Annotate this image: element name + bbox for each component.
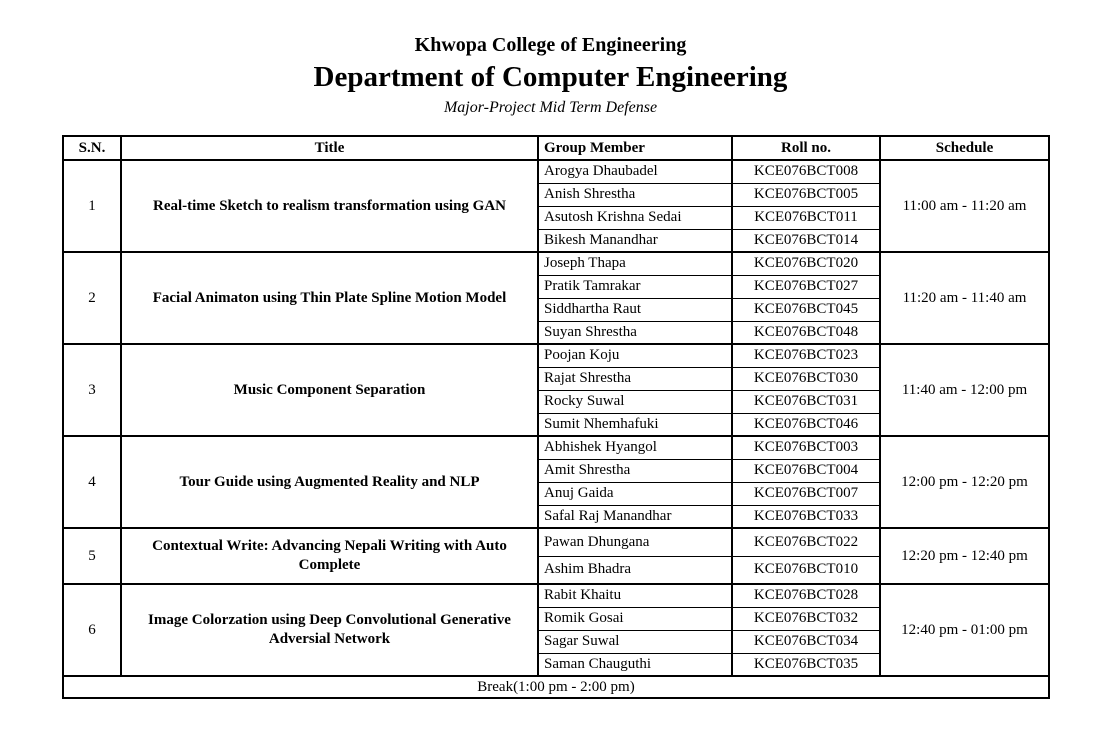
member-row <box>63 160 1049 183</box>
member-name-cell: Pawan Dhungana <box>538 528 732 556</box>
college-title: Khwopa College of Engineering <box>414 34 687 56</box>
project-title-cell: Image Colorzation using Deep Convolutional Generative Adversial Network <box>121 584 538 676</box>
column-header-sn: S.N. <box>63 136 121 160</box>
member-name-cell: Romik Gosai <box>538 607 732 630</box>
member-name-cell: Sumit Nhemhafuki <box>538 413 732 436</box>
defense-schedule-table <box>62 135 1050 699</box>
roll-number-cell: KCE076BCT034 <box>732 630 880 653</box>
roll-number-cell: KCE076BCT035 <box>732 653 880 676</box>
member-name-cell: Rajat Shrestha <box>538 367 732 390</box>
member-row <box>63 436 1049 459</box>
department-title: Department of Computer Engineering <box>313 61 788 93</box>
project-title-cell: Music Component Separation <box>121 344 538 436</box>
member-name-cell: Anish Shrestha <box>538 183 732 206</box>
member-name-cell: Pratik Tamrakar <box>538 275 732 298</box>
roll-number-cell: KCE076BCT032 <box>732 607 880 630</box>
member-name-cell: Ashim Bhadra <box>538 556 732 584</box>
project-title-cell: Tour Guide using Augmented Reality and NLP <box>121 436 538 528</box>
member-name-cell: Bikesh Manandhar <box>538 229 732 252</box>
roll-number-cell: KCE076BCT011 <box>732 206 880 229</box>
member-name-cell: Suyan Shrestha <box>538 321 732 344</box>
roll-number-cell: KCE076BCT020 <box>732 252 880 275</box>
table-header <box>63 136 1049 160</box>
member-name-cell: Saman Chauguthi <box>538 653 732 676</box>
member-row <box>63 252 1049 275</box>
member-name-cell: Poojan Koju <box>538 344 732 367</box>
schedule-cell: 12:40 pm - 01:00 pm <box>880 584 1049 676</box>
schedule-cell: 12:00 pm - 12:20 pm <box>880 436 1049 528</box>
schedule-cell: 11:00 am - 11:20 am <box>880 160 1049 252</box>
member-row <box>63 584 1049 607</box>
member-name-cell: Rabit Khaitu <box>538 584 732 607</box>
roll-number-cell: KCE076BCT010 <box>732 556 880 584</box>
column-header-schedule: Schedule <box>880 136 1049 160</box>
roll-number-cell: KCE076BCT048 <box>732 321 880 344</box>
member-name-cell: Safal Raj Manandhar <box>538 505 732 528</box>
sn-cell: 2 <box>63 252 121 344</box>
roll-number-cell: KCE076BCT045 <box>732 298 880 321</box>
sn-cell: 4 <box>63 436 121 528</box>
roll-number-cell: KCE076BCT033 <box>732 505 880 528</box>
event-subtitle: Major-Project Mid Term Defense <box>443 99 658 116</box>
roll-number-cell: KCE076BCT027 <box>732 275 880 298</box>
column-header-title: Title <box>121 136 538 160</box>
schedule-cell: 11:40 am - 12:00 pm <box>880 344 1049 436</box>
roll-number-cell: KCE076BCT023 <box>732 344 880 367</box>
roll-number-cell: KCE076BCT008 <box>732 160 880 183</box>
page-header <box>0 0 1101 118</box>
break-row <box>63 676 1049 698</box>
break-label: Break(1:00 pm - 2:00 pm) <box>63 676 1049 698</box>
roll-number-cell: KCE076BCT003 <box>732 436 880 459</box>
project-title-cell: Real-time Sketch to realism transformation using GAN <box>121 160 538 252</box>
roll-number-cell: KCE076BCT005 <box>732 183 880 206</box>
member-row <box>63 344 1049 367</box>
schedule-table-body <box>63 160 1049 676</box>
member-name-cell: Anuj Gaida <box>538 482 732 505</box>
sn-cell: 3 <box>63 344 121 436</box>
roll-number-cell: KCE076BCT014 <box>732 229 880 252</box>
schedule-cell: 12:20 pm - 12:40 pm <box>880 528 1049 584</box>
sn-cell: 6 <box>63 584 121 676</box>
member-name-cell: Rocky Suwal <box>538 390 732 413</box>
roll-number-cell: KCE076BCT031 <box>732 390 880 413</box>
roll-number-cell: KCE076BCT007 <box>732 482 880 505</box>
member-name-cell: Joseph Thapa <box>538 252 732 275</box>
roll-number-cell: KCE076BCT022 <box>732 528 880 556</box>
column-header-roll-no: Roll no. <box>732 136 880 160</box>
member-name-cell: Sagar Suwal <box>538 630 732 653</box>
sn-cell: 1 <box>63 160 121 252</box>
roll-number-cell: KCE076BCT030 <box>732 367 880 390</box>
member-name-cell: Abhishek Hyangol <box>538 436 732 459</box>
project-title-cell: Facial Animaton using Thin Plate Spline Motion Model <box>121 252 538 344</box>
header-row <box>63 136 1049 160</box>
roll-number-cell: KCE076BCT046 <box>732 413 880 436</box>
roll-number-cell: KCE076BCT028 <box>732 584 880 607</box>
roll-number-cell: KCE076BCT004 <box>732 459 880 482</box>
schedule-cell: 11:20 am - 11:40 am <box>880 252 1049 344</box>
sn-cell: 5 <box>63 528 121 584</box>
project-title-cell: Contextual Write: Advancing Nepali Writing with Auto Complete <box>121 528 538 584</box>
column-header-group-member: Group Member <box>538 136 732 160</box>
table-footer <box>63 676 1049 698</box>
member-name-cell: Amit Shrestha <box>538 459 732 482</box>
member-name-cell: Arogya Dhaubadel <box>538 160 732 183</box>
member-row <box>63 528 1049 556</box>
member-name-cell: Asutosh Krishna Sedai <box>538 206 732 229</box>
member-name-cell: Siddhartha Raut <box>538 298 732 321</box>
